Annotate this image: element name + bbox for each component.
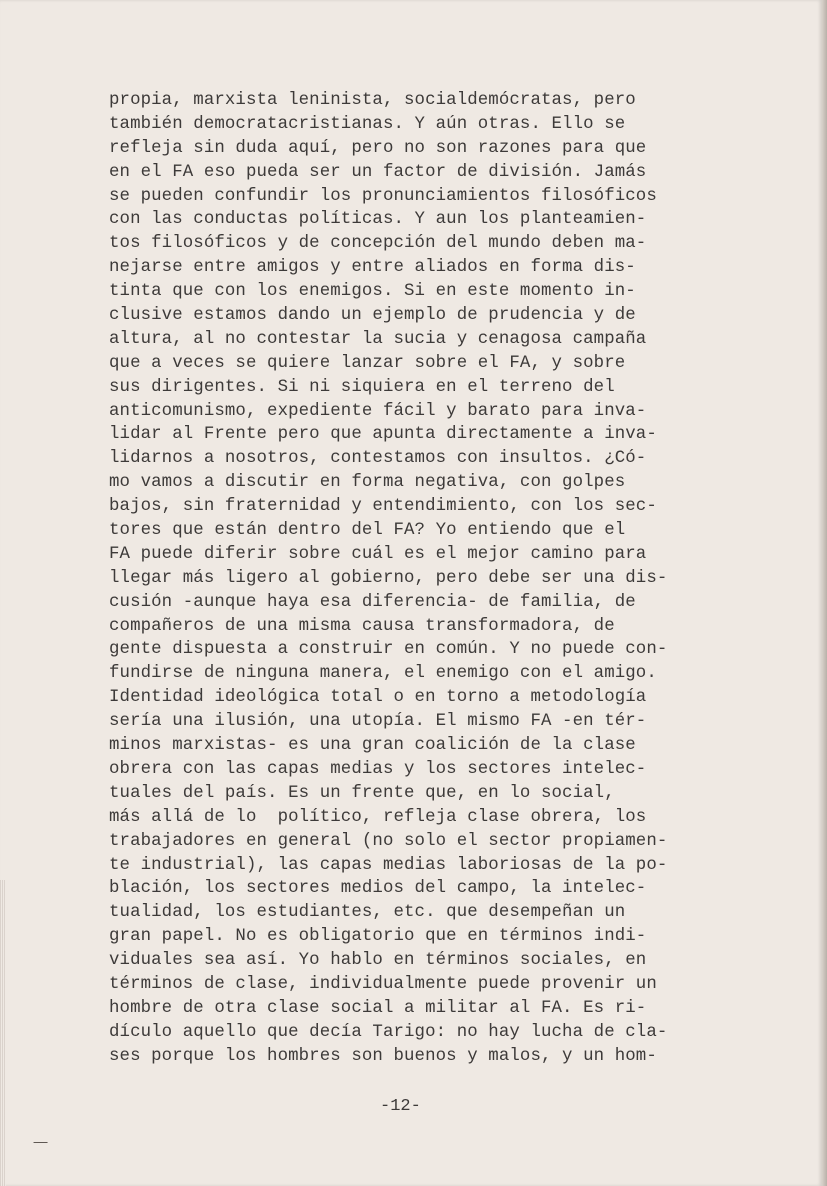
text-line: propia, marxista leninista, socialdemócratas, pero <box>109 91 636 110</box>
text-line: se pueden confundir los pronunciamientos filosóficos <box>109 186 657 206</box>
text-line: viduales sea así. Yo hablo en términos sociales, en <box>109 951 647 971</box>
text-line: llegar más ligero al gobierno, pero debe ser una dis- <box>109 568 668 588</box>
text-line: más allá de lo político, refleja clase obrera, los <box>109 807 647 827</box>
text-line: tos filosóficos y de concepción del mundo deben ma- <box>109 234 647 254</box>
page-number: -12- <box>380 1097 421 1116</box>
text-line: ses porque los hombres son buenos y malos, y un hom- <box>109 1046 657 1066</box>
body-text <box>109 89 739 1069</box>
text-line: refleja sin duda aquí, pero no son razones para que <box>109 138 647 158</box>
text-line: gente dispuesta a construir en común. Y no puede con- <box>109 640 668 660</box>
text-line: tualidad, los estudiantes, etc. que desempeñan un <box>109 903 626 923</box>
page-stack-edge <box>0 880 6 1186</box>
text-line: bajos, sin fraternidad y entendimiento, con los sec- <box>109 497 657 517</box>
text-line: gran papel. No es obligatorio que en términos indi- <box>109 927 647 947</box>
text-line: cusión -aunque haya esa diferencia- de familia, de <box>109 592 636 612</box>
text-line: dículo aquello que decía Tarigo: no hay lucha de cla- <box>109 1022 668 1042</box>
text-line: FA puede diferir sobre cuál es el mejor camino para <box>109 544 647 564</box>
text-line: que a veces se quiere lanzar sobre el FA, y sobre <box>109 353 626 373</box>
text-line: términos de clase, individualmente puede provenir un <box>109 974 657 994</box>
text-line: mo vamos a discutir en forma negativa, con golpes <box>109 473 626 493</box>
text-line: en el FA eso pueda ser un factor de división. Jamás <box>109 162 647 182</box>
text-line: tinta que con los enemigos. Si en este momento in- <box>109 282 636 302</box>
text-line: te industrial), las capas medias laboriosas de la po- <box>109 855 668 875</box>
text-line: altura, al no contestar la sucia y cenagosa campaña <box>109 329 647 349</box>
text-line: clusive estamos dando un ejemplo de prudencia y de <box>109 306 636 326</box>
text-line: lidar al Frente pero que apunta directamente a inva- <box>109 425 657 445</box>
page-edge-shadow <box>822 0 827 1186</box>
text-line: tores que están dentro del FA? Yo entiendo que el <box>109 521 626 541</box>
text-line: tuales del país. Es un frente que, en lo social, <box>109 783 615 803</box>
text-line: también democratacristianas. Y aún otras. Ello se <box>109 114 626 134</box>
text-line: con las conductas políticas. Y aun los planteamien- <box>109 210 647 230</box>
text-line: Identidad ideológica total o en torno a metodología <box>109 688 647 708</box>
ink-speck <box>32 1142 47 1146</box>
text-line: minos marxistas- es una gran coalición de la clase <box>109 736 636 756</box>
text-line: anticomunismo, expediente fácil y barato para inva- <box>109 401 647 421</box>
text-line: sería una ilusión, una utopía. El mismo FA -en tér- <box>109 712 647 732</box>
text-line: lidarnos a nosotros, contestamos con insultos. ¿Có- <box>109 449 647 469</box>
text-line: obrera con las capas medias y los sectores intelec- <box>109 759 647 779</box>
text-line: nejarse entre amigos y entre aliados en forma dis- <box>109 258 636 278</box>
text-line: fundirse de ninguna manera, el enemigo con el amigo. <box>109 664 657 684</box>
text-line: hombre de otra clase social a militar al FA. Es ri- <box>109 998 647 1018</box>
text-line: sus dirigentes. Si ni siquiera en el terreno del <box>109 377 615 397</box>
text-line: blación, los sectores medios del campo, la intelec- <box>109 879 647 899</box>
text-line: trabajadores en general (no solo el sector propiamen- <box>109 831 668 851</box>
text-line: compañeros de una misma causa transformadora, de <box>109 616 615 636</box>
